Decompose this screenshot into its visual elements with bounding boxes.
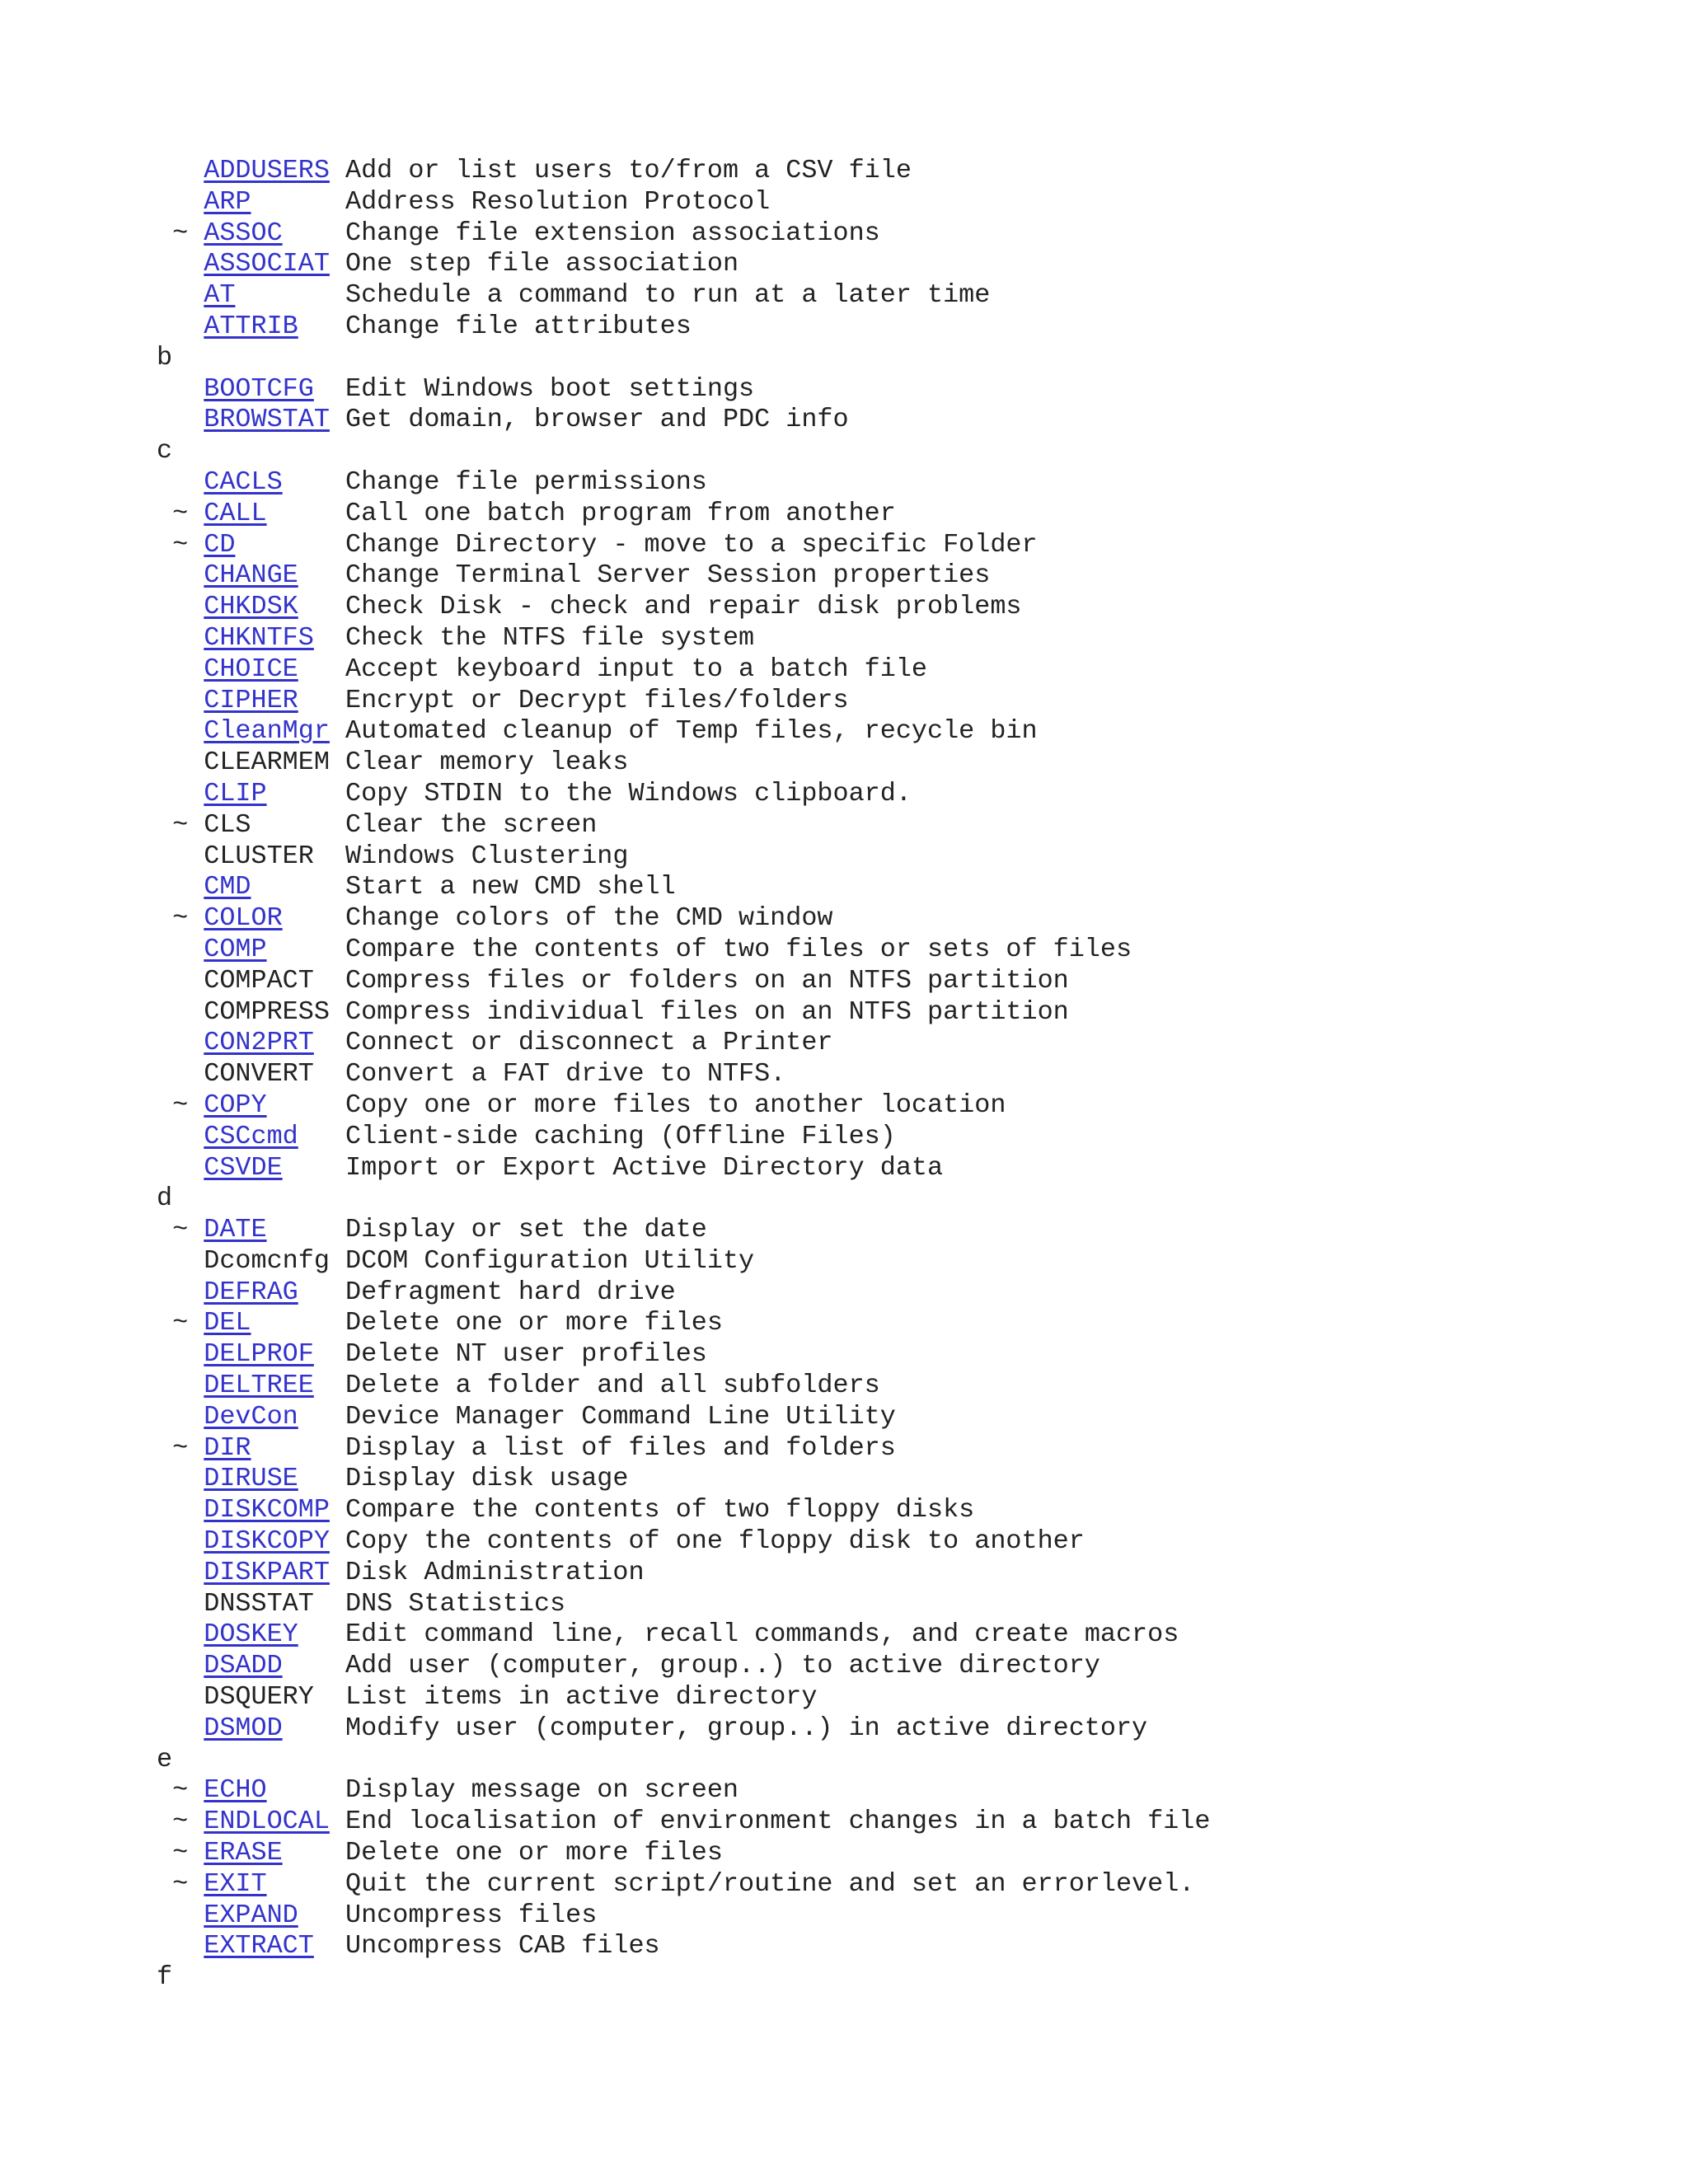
column-gap	[330, 405, 345, 434]
command-link[interactable]: ARP	[204, 186, 251, 217]
command-description: Modify user (computer, group..) in active directory	[345, 1713, 1148, 1743]
builtin-marker	[157, 312, 204, 341]
builtin-marker	[157, 374, 204, 404]
builtin-marker	[157, 1619, 204, 1649]
command-description: Display disk usage	[345, 1464, 629, 1494]
column-gap	[267, 779, 345, 808]
command-row	[157, 530, 1210, 561]
command-link[interactable]: ADDUSERS	[204, 156, 330, 185]
command-link[interactable]: DATE	[204, 1215, 267, 1245]
builtin-marker	[157, 1153, 204, 1183]
command-description: Change colors of the CMD window	[345, 903, 833, 934]
command-link[interactable]: COPY	[204, 1090, 267, 1120]
builtin-marker: ~	[157, 809, 204, 840]
command-row	[157, 841, 1210, 873]
builtin-marker: ~	[157, 1308, 204, 1338]
command-link[interactable]: DSADD	[204, 1651, 283, 1681]
command-link[interactable]: EXPAND	[204, 1900, 298, 1930]
column-gap	[283, 903, 345, 933]
column-gap	[298, 1402, 345, 1432]
builtin-marker: ~	[157, 1807, 204, 1837]
command-link[interactable]: CHKNTFS	[204, 622, 314, 653]
column-gap	[298, 1122, 345, 1151]
command-description: Import or Export Active Directory data	[345, 1152, 944, 1183]
command-link[interactable]: DIR	[204, 1432, 251, 1463]
command-row	[157, 1558, 1210, 1589]
command-row	[157, 1059, 1210, 1090]
command-name: CLS	[204, 809, 251, 840]
builtin-marker	[157, 1277, 204, 1307]
command-description: Device Manager Command Line Utility	[345, 1401, 896, 1432]
column-gap	[235, 530, 345, 560]
command-name: DNSSTAT	[204, 1588, 314, 1619]
command-link[interactable]: AT	[204, 280, 236, 311]
command-link[interactable]: DISKCOPY	[204, 1526, 330, 1557]
command-row	[157, 1464, 1210, 1495]
builtin-marker	[157, 560, 204, 590]
command-link[interactable]: DIRUSE	[204, 1464, 298, 1494]
command-link[interactable]: CHKDSK	[204, 592, 298, 622]
command-description: DCOM Configuration Utility	[345, 1245, 755, 1276]
command-row	[157, 997, 1210, 1029]
command-description: Delete a folder and all subfolders	[345, 1371, 880, 1401]
command-link[interactable]: CON2PRT	[204, 1028, 314, 1058]
column-gap	[283, 467, 345, 497]
column-gap	[330, 1246, 345, 1276]
command-row	[157, 716, 1210, 748]
builtin-marker: ~	[157, 1215, 204, 1245]
builtin-marker	[157, 1900, 204, 1930]
command-link[interactable]: CSCcmd	[204, 1121, 298, 1151]
command-description: Quit the current script/routine and set an errorlevel.	[345, 1868, 1195, 1899]
command-description: Compare the contents of two files or sets of files	[345, 934, 1132, 964]
command-row	[157, 1339, 1210, 1371]
command-row	[157, 1028, 1210, 1059]
command-description: Change file attributes	[345, 311, 692, 341]
builtin-marker	[157, 156, 204, 185]
command-row	[157, 1402, 1210, 1433]
builtin-marker	[157, 1028, 204, 1057]
column-gap	[330, 1526, 345, 1556]
command-link[interactable]: ECHO	[204, 1775, 267, 1806]
command-link[interactable]: ASSOC	[204, 218, 283, 248]
command-row	[157, 935, 1210, 966]
builtin-marker: ~	[157, 903, 204, 934]
command-link[interactable]: CD	[204, 529, 236, 560]
builtin-marker	[157, 1713, 204, 1743]
command-row	[157, 623, 1210, 654]
command-link[interactable]: CHANGE	[204, 560, 298, 591]
command-description: Edit Windows boot settings	[345, 373, 755, 404]
command-row	[157, 1838, 1210, 1869]
command-link[interactable]: DELPROF	[204, 1339, 314, 1370]
command-description: Clear memory leaks	[345, 748, 629, 778]
builtin-marker: ~	[157, 529, 204, 560]
column-gap	[298, 1464, 345, 1493]
command-row	[157, 748, 1210, 779]
column-gap	[314, 1371, 345, 1400]
command-row	[157, 810, 1210, 841]
command-row	[157, 1869, 1210, 1900]
command-row	[157, 1775, 1210, 1807]
command-row	[157, 1371, 1210, 1402]
command-row	[157, 218, 1210, 250]
column-gap	[330, 1807, 345, 1836]
column-gap	[283, 1651, 345, 1680]
column-gap	[330, 1558, 345, 1587]
command-name: COMPRESS	[204, 996, 330, 1027]
column-gap	[267, 1090, 345, 1120]
command-name: CONVERT	[204, 1059, 314, 1090]
section-letter-label: b	[157, 342, 173, 373]
command-name: COMPACT	[204, 965, 314, 996]
column-gap	[330, 997, 345, 1027]
command-row	[157, 1433, 1210, 1465]
builtin-marker	[157, 966, 204, 996]
command-description: Uncompress files	[345, 1900, 598, 1930]
command-description: Compress individual files on an NTFS partition	[345, 996, 1069, 1027]
builtin-marker	[157, 1059, 204, 1089]
column-gap	[251, 1433, 346, 1463]
command-row	[157, 686, 1210, 717]
command-description: Uncompress CAB files	[345, 1931, 660, 1961]
command-description: Delete one or more files	[345, 1838, 723, 1868]
builtin-marker	[157, 623, 204, 653]
command-link[interactable]: CHOICE	[204, 654, 298, 684]
command-description: Change Terminal Server Session properties	[345, 560, 991, 591]
command-description: Get domain, browser and PDC info	[345, 405, 849, 435]
command-link[interactable]: CACLS	[204, 466, 283, 497]
command-description: Disk Administration	[345, 1557, 645, 1587]
column-gap	[298, 592, 345, 621]
builtin-marker: ~	[157, 1838, 204, 1868]
command-row	[157, 1090, 1210, 1122]
command-description: Connect or disconnect a Printer	[345, 1028, 833, 1058]
builtin-marker: ~	[157, 1090, 204, 1120]
command-row	[157, 1122, 1210, 1153]
command-description: End localisation of environment changes in a batch file	[345, 1807, 1211, 1837]
command-row	[157, 1713, 1210, 1745]
builtin-marker	[157, 1402, 204, 1432]
builtin-marker	[157, 1464, 204, 1493]
section-letter	[157, 1183, 1210, 1215]
builtin-marker	[157, 779, 204, 808]
section-letter-label: f	[157, 1962, 173, 1993]
command-description: Delete NT user profiles	[345, 1339, 707, 1370]
column-gap	[330, 1495, 345, 1525]
command-row	[157, 966, 1210, 997]
builtin-marker: ~	[157, 1432, 204, 1463]
column-gap	[314, 623, 345, 653]
command-description: Check the NTFS file system	[345, 622, 755, 653]
command-link[interactable]: ATTRIB	[204, 311, 298, 341]
column-gap	[267, 1869, 345, 1899]
builtin-marker	[157, 1246, 204, 1276]
column-gap	[314, 841, 345, 871]
column-gap	[330, 249, 345, 279]
builtin-marker	[157, 467, 204, 497]
builtin-marker	[157, 1651, 204, 1680]
command-link[interactable]: DevCon	[204, 1401, 298, 1432]
command-description: Display message on screen	[345, 1775, 739, 1806]
command-description: Schedule a command to run at a later time	[345, 280, 991, 311]
builtin-marker	[157, 841, 204, 871]
command-link[interactable]: ERASE	[204, 1838, 283, 1868]
column-gap	[267, 499, 345, 528]
command-description: Defragment hard drive	[345, 1277, 676, 1307]
command-link[interactable]: DISKCOMP	[204, 1495, 330, 1526]
command-link[interactable]: BOOTCFG	[204, 373, 314, 404]
builtin-marker	[157, 716, 204, 746]
command-row	[157, 1807, 1210, 1838]
command-description: Client-side caching (Offline Files)	[345, 1121, 896, 1151]
command-row	[157, 499, 1210, 530]
command-description: Windows Clustering	[345, 841, 629, 871]
command-description: Copy one or more files to another location	[345, 1090, 1006, 1120]
command-description: Add or list users to/from a CSV file	[345, 156, 912, 185]
column-gap	[314, 1589, 345, 1619]
column-gap	[235, 280, 345, 310]
command-row	[157, 312, 1210, 343]
column-gap	[314, 1059, 345, 1089]
section-letter-label: c	[157, 436, 173, 466]
command-description: Encrypt or Decrypt files/folders	[345, 685, 849, 715]
command-description: Add user (computer, group..) to active directory	[345, 1651, 1100, 1681]
command-link[interactable]: EXIT	[204, 1868, 267, 1899]
command-description: Address Resolution Protocol	[345, 186, 771, 217]
column-gap	[330, 156, 345, 185]
command-name: Dcomcnfg	[204, 1245, 330, 1276]
command-description: Clear the screen	[345, 809, 598, 840]
command-description: Compress files or folders on an NTFS partition	[345, 965, 1069, 996]
command-row	[157, 249, 1210, 280]
column-gap	[283, 1153, 345, 1183]
command-row	[157, 1589, 1210, 1620]
command-row	[157, 654, 1210, 686]
section-letter	[157, 1962, 1210, 1994]
command-description: Change file permissions	[345, 466, 707, 497]
column-gap	[267, 1215, 345, 1244]
column-gap	[251, 810, 346, 840]
command-row	[157, 1931, 1210, 1962]
command-description: Display a list of files and folders	[345, 1432, 896, 1463]
command-row	[157, 1682, 1210, 1713]
command-link[interactable]: ENDLOCAL	[204, 1807, 330, 1837]
command-name: CLEARMEM	[204, 748, 330, 778]
builtin-marker	[157, 1495, 204, 1525]
command-row	[157, 779, 1210, 810]
command-row	[157, 1215, 1210, 1246]
builtin-marker	[157, 1371, 204, 1400]
column-gap	[251, 187, 346, 217]
command-link[interactable]: DSMOD	[204, 1713, 283, 1743]
builtin-marker	[157, 249, 204, 279]
column-gap	[251, 872, 346, 902]
command-row	[157, 872, 1210, 903]
column-gap	[251, 1308, 346, 1338]
column-gap	[283, 218, 345, 248]
command-name: CLUSTER	[204, 841, 314, 871]
command-description: Convert a FAT drive to NTFS.	[345, 1059, 786, 1090]
command-link[interactable]: EXTRACT	[204, 1931, 314, 1961]
command-description: Change Directory - move to a specific Folder	[345, 529, 1038, 560]
builtin-marker	[157, 280, 204, 310]
command-description: Copy the contents of one floppy disk to another	[345, 1526, 1085, 1557]
builtin-marker	[157, 592, 204, 621]
command-link[interactable]: COLOR	[204, 903, 283, 934]
column-gap	[283, 1838, 345, 1868]
command-row	[157, 1308, 1210, 1339]
command-link[interactable]: DEFRAG	[204, 1277, 298, 1307]
command-row	[157, 1619, 1210, 1651]
command-description: Edit command line, recall commands, and create macros	[345, 1619, 1179, 1650]
builtin-marker	[157, 187, 204, 217]
column-gap	[298, 560, 345, 590]
builtin-marker	[157, 1682, 204, 1712]
builtin-marker	[157, 1931, 204, 1961]
command-row	[157, 405, 1210, 436]
section-letter	[157, 436, 1210, 467]
command-description: One step file association	[345, 249, 739, 279]
command-description: Automated cleanup of Temp files, recycle bin	[345, 716, 1038, 747]
column-gap	[298, 1900, 345, 1930]
builtin-marker	[157, 1589, 204, 1619]
command-description: Accept keyboard input to a batch file	[345, 654, 928, 684]
command-row	[157, 1651, 1210, 1682]
command-row	[157, 1495, 1210, 1526]
section-letter	[157, 343, 1210, 374]
builtin-marker	[157, 405, 204, 434]
column-gap	[314, 374, 345, 404]
command-link[interactable]: DEL	[204, 1308, 251, 1338]
column-gap	[283, 1713, 345, 1743]
column-gap	[298, 312, 345, 341]
column-gap	[314, 1028, 345, 1057]
command-row	[157, 1526, 1210, 1558]
command-row	[157, 592, 1210, 623]
column-gap	[267, 935, 345, 964]
builtin-marker	[157, 1558, 204, 1587]
column-gap	[314, 1682, 345, 1712]
command-description: Start a new CMD shell	[345, 872, 676, 902]
command-row	[157, 1277, 1210, 1309]
column-gap	[314, 1339, 345, 1369]
builtin-marker	[157, 1122, 204, 1151]
command-link[interactable]: DISKPART	[204, 1557, 330, 1587]
command-link[interactable]: CALL	[204, 498, 267, 528]
command-link[interactable]: DELTREE	[204, 1371, 314, 1401]
command-link[interactable]: CMD	[204, 872, 251, 902]
builtin-marker	[157, 1339, 204, 1369]
command-description: List items in active directory	[345, 1682, 818, 1713]
builtin-marker	[157, 686, 204, 715]
command-row	[157, 560, 1210, 592]
command-reference-list	[157, 156, 1210, 1994]
command-row	[157, 374, 1210, 405]
command-name: DSQUERY	[204, 1682, 314, 1713]
column-gap	[298, 654, 345, 684]
command-link[interactable]: CleanMgr	[204, 716, 330, 747]
builtin-marker: ~	[157, 498, 204, 528]
column-gap	[298, 1277, 345, 1307]
command-row	[157, 1900, 1210, 1932]
command-description: Check Disk - check and repair disk problems	[345, 592, 1022, 622]
command-description: Delete one or more files	[345, 1308, 723, 1338]
column-gap	[267, 1775, 345, 1805]
column-gap	[330, 748, 345, 777]
section-letter-label: e	[157, 1744, 173, 1774]
command-link[interactable]: CLIP	[204, 778, 267, 808]
builtin-marker: ~	[157, 218, 204, 248]
builtin-marker	[157, 997, 204, 1027]
column-gap	[330, 716, 345, 746]
builtin-marker	[157, 654, 204, 684]
command-link[interactable]: CIPHER	[204, 685, 298, 715]
command-row	[157, 903, 1210, 935]
builtin-marker: ~	[157, 1775, 204, 1806]
command-description: Change file extension associations	[345, 218, 880, 248]
builtin-marker: ~	[157, 1868, 204, 1899]
column-gap	[314, 1931, 345, 1961]
builtin-marker	[157, 748, 204, 777]
builtin-marker	[157, 1526, 204, 1556]
command-row	[157, 156, 1210, 187]
command-link[interactable]: BROWSTAT	[204, 405, 330, 435]
command-link[interactable]: DOSKEY	[204, 1619, 298, 1650]
command-description: Compare the contents of two floppy disks	[345, 1495, 975, 1526]
command-description: Call one batch program from another	[345, 498, 896, 528]
section-letter	[157, 1745, 1210, 1776]
command-row	[157, 1153, 1210, 1184]
command-link[interactable]: COMP	[204, 934, 267, 964]
command-row	[157, 280, 1210, 312]
command-row	[157, 1246, 1210, 1277]
builtin-marker	[157, 872, 204, 902]
command-link[interactable]: CSVDE	[204, 1152, 283, 1183]
command-row	[157, 467, 1210, 499]
section-letter-label: d	[157, 1183, 173, 1214]
command-row	[157, 187, 1210, 218]
builtin-marker	[157, 935, 204, 964]
command-description: Display or set the date	[345, 1215, 707, 1245]
command-description: DNS Statistics	[345, 1588, 566, 1619]
column-gap	[298, 1619, 345, 1649]
column-gap	[298, 686, 345, 715]
command-link[interactable]: ASSOCIAT	[204, 249, 330, 279]
command-description: Copy STDIN to the Windows clipboard.	[345, 778, 912, 808]
column-gap	[314, 966, 345, 996]
